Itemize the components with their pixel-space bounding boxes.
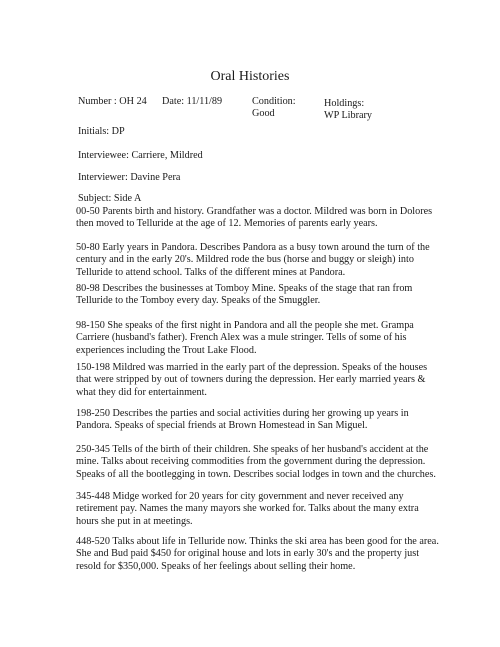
- holdings-value: WP Library: [324, 110, 372, 121]
- entry-line: Carriere (husband's father). French Alex was a mule stringer. Tells of some of his: [76, 332, 407, 344]
- entry-paragraph: [76, 242, 436, 279]
- interviewee: Interviewee: Carriere, Mildred: [78, 150, 203, 161]
- entry-line: 150-198 Mildred was married in the early part of the depression. Speaks of the houses: [76, 362, 428, 373]
- entry-line: She and Bud paid $450 for original house and lots in early 30's and the property just: [76, 548, 420, 560]
- entry-paragraph: [76, 320, 436, 357]
- record-number: Number : OH 24: [78, 96, 147, 107]
- entry-line: 345-448 Midge worked for 20 years for city government and never received any: [76, 491, 404, 502]
- entry-paragraph: [76, 283, 436, 308]
- document-title: Oral Histories: [210, 69, 290, 84]
- entry-line: what they did for entertainment.: [76, 386, 207, 398]
- entry-line: 448-520 Talks about life in Telluride now. Thinks the ski area has been good for the area.: [76, 536, 439, 547]
- entry-line: resold for $350,000. Speaks of her feelings about selling their home.: [76, 560, 356, 572]
- entry-line: Speaks of all the bootlegging in town. Describes social lodges in town and the churches.: [76, 468, 436, 480]
- entry-line: Telluride to the Tomboy every day. Speaks of the Smuggler.: [76, 295, 321, 307]
- record-date: Date: 11/11/89: [162, 96, 223, 107]
- entry-line: mine. Talks about receiving commodities from the government during the depression.: [76, 456, 426, 468]
- entry-line: 198-250 Describes the parties and social activities during her growing up years in: [76, 408, 409, 419]
- entry-line: hours she put in at meetings.: [76, 515, 193, 527]
- entry-paragraph: [76, 491, 436, 528]
- entry-paragraph: [76, 362, 436, 399]
- entry-line: century and in the early 20's. Mildred rode the bus (horse and buggy or sleigh) into: [76, 254, 414, 266]
- entry-paragraph: [76, 408, 436, 433]
- entry-line: 98-150 She speaks of the first night in Pandora and all the people she met. Grampa: [76, 320, 414, 331]
- entry-line: that were stripped by out of towners during the depression. Her early married years &: [76, 374, 426, 386]
- entry-line: Telluride to attend school. Talks of the different mines at Pandora.: [76, 266, 346, 278]
- entry-line: then moved to Telluride at the age of 12. Memories of parents early years.: [76, 218, 378, 230]
- interviewer: Interviewer: Davine Pera: [78, 172, 181, 183]
- subject: Subject: Side A: [78, 193, 142, 204]
- entry-line: 00-50 Parents birth and history. Grandfather was a doctor. Mildred was born in Dolores: [76, 206, 433, 217]
- entry-line: Pandora. Speaks of special friends at Brown Homestead in San Miguel.: [76, 420, 368, 432]
- condition-label: Condition:: [252, 96, 296, 107]
- entry-line: 80-98 Describes the businesses at Tomboy Mine. Speaks of the stage that ran from: [76, 283, 413, 294]
- entry-paragraph: [76, 536, 439, 573]
- entry-line: retirement pay. Names the many mayors she worked for. Talks about the many extra: [76, 503, 419, 515]
- entry-line: experiences including the Trout Lake Flood.: [76, 344, 257, 356]
- condition-value: Good: [252, 108, 275, 119]
- entry-paragraph: [76, 206, 436, 231]
- entry-line: 250-345 Tells of the birth of their children. She speaks of her husband's accident at the: [76, 444, 429, 455]
- entry-line: 50-80 Early years in Pandora. Describes Pandora as a busy town around the turn of the: [76, 242, 430, 253]
- holdings-label: Holdings:: [324, 98, 365, 109]
- initials: Initials: DP: [78, 126, 125, 137]
- entry-paragraph: [76, 444, 436, 481]
